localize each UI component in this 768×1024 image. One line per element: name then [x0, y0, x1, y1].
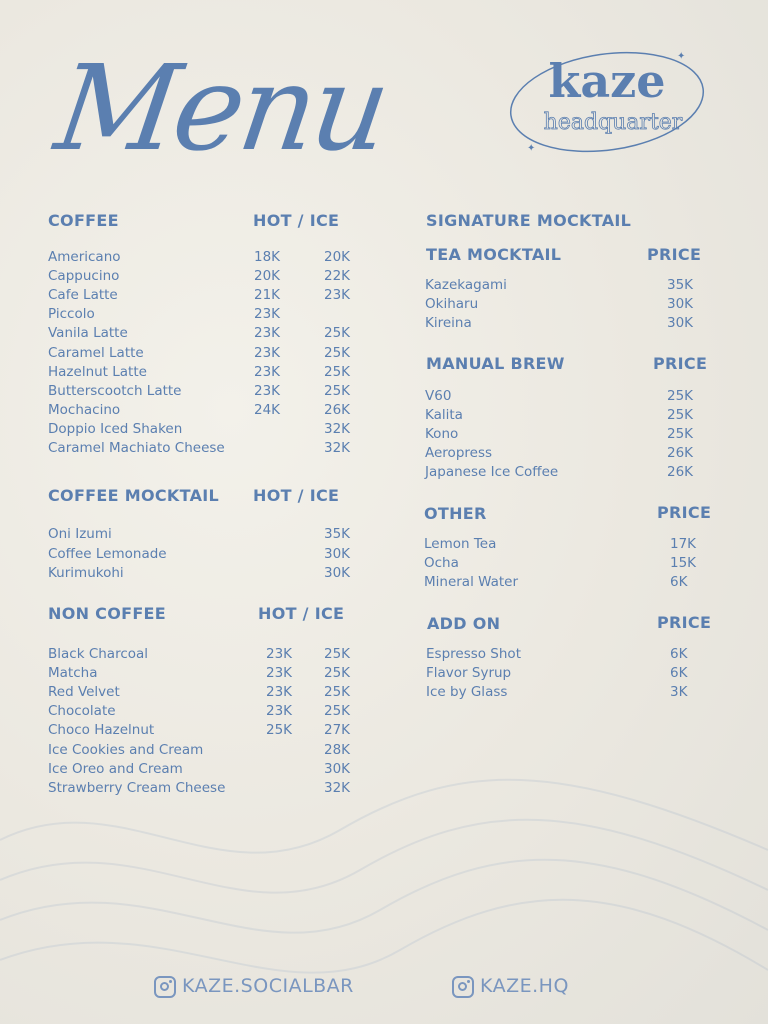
- menu-item-ice-price: 32K: [324, 420, 351, 437]
- menu-item-ice-price: 25K: [324, 344, 351, 361]
- svg-text:✦: ✦: [527, 143, 536, 154]
- menu-item-name: Strawberry Cream Cheese: [48, 779, 226, 796]
- menu-item-price: 3K: [670, 684, 688, 700]
- menu-item-name: Kazekagami: [425, 277, 507, 293]
- logo-brand-text: kaze: [548, 54, 666, 108]
- menu-item-ice-price: 32K: [324, 440, 351, 456]
- coffee-columns-heading: HOT / ICE: [253, 211, 340, 230]
- coffee-mocktail-columns-heading: HOT / ICE: [253, 486, 340, 505]
- menu-item-price: 6K: [670, 574, 688, 590]
- menu-item-name: Japanese Ice Coffee: [425, 464, 559, 481]
- menu-item-name: Caramel Machiato Cheese: [48, 440, 225, 456]
- menu-item-name: Cafe Latte: [48, 287, 118, 304]
- menu-item-name: Caramel Latte: [48, 344, 144, 361]
- menu-item-name: Black Charcoal: [48, 646, 149, 662]
- menu-item-hot-price: 25K: [266, 722, 293, 739]
- menu-item-name: Kono: [425, 426, 459, 443]
- menu-item-price: 30K: [667, 296, 694, 312]
- menu-item-ice-price: 25K: [324, 363, 351, 380]
- coffee-heading: COFFEE: [48, 211, 119, 230]
- menu-item-ice-price: 27K: [324, 722, 351, 739]
- tea-mocktail-price-heading: PRICE: [647, 245, 702, 264]
- menu-item-price: 30K: [667, 315, 694, 331]
- logo-sub-text: headquarter: [543, 110, 683, 135]
- menu-item-ice-price: 22K: [324, 268, 351, 285]
- social-handle-1[interactable]: [154, 975, 354, 998]
- instagram-icon: [452, 976, 474, 998]
- menu-item-price: 25K: [667, 426, 694, 443]
- menu-item-price: 25K: [667, 388, 694, 404]
- menu-item-name: Choco Hazelnut: [48, 722, 155, 739]
- menu-item-ice-price: 32K: [324, 779, 351, 796]
- menu-item-name: Ice by Glass: [426, 684, 508, 700]
- menu-item-ice-price: 25K: [324, 325, 351, 342]
- add-on-heading: ADD ON: [427, 614, 501, 633]
- menu-item-hot-price: 23K: [254, 363, 281, 380]
- menu-item-name: Espresso Shot: [426, 646, 521, 662]
- menu-item-name: Flavor Syrup: [426, 665, 512, 681]
- menu-item-name: V60: [425, 388, 452, 404]
- menu-item-name: Ocha: [424, 555, 459, 571]
- social-handle-1-text: KAZE.SOCIALBAR: [182, 975, 354, 997]
- other-heading: OTHER: [424, 504, 487, 523]
- menu-item-name: Kalita: [425, 407, 463, 424]
- menu-item-name: Aeropress: [425, 445, 493, 462]
- menu-item-name: Ice Cookies and Cream: [48, 741, 204, 758]
- menu-item-name: Chocolate: [48, 703, 116, 720]
- menu-item-price: 17K: [670, 536, 697, 552]
- signature-mocktail-heading: SIGNATURE MOCKTAIL: [426, 211, 632, 230]
- menu-item-name: Piccolo: [48, 306, 95, 323]
- non-coffee-columns-heading: HOT / ICE: [258, 604, 345, 623]
- menu-item-hot-price: 23K: [254, 344, 281, 361]
- menu-item-ice-price: 28K: [324, 741, 351, 758]
- menu-item-hot-price: 20K: [254, 268, 281, 285]
- social-handle-2-text: KAZE.HQ: [480, 975, 569, 997]
- menu-item-name: Butterscootch Latte: [48, 382, 182, 399]
- menu-item-name: Matcha: [48, 665, 98, 682]
- menu-item-name: Kurimukohi: [48, 565, 124, 581]
- menu-item-name: Hazelnut Latte: [48, 363, 147, 380]
- kaze-logo: [505, 45, 710, 160]
- menu-item-name: Mochacino: [48, 401, 121, 418]
- social-handle-2[interactable]: [452, 975, 569, 998]
- menu-item-price: 26K: [667, 445, 694, 462]
- menu-item-name: Lemon Tea: [424, 536, 497, 552]
- menu-item-hot-price: 21K: [254, 287, 281, 304]
- menu-item-price: 26K: [667, 464, 694, 481]
- menu-item-name: Oni Izumi: [48, 526, 112, 542]
- menu-item-hot-price: 23K: [266, 665, 293, 682]
- menu-item-price: 25K: [667, 407, 694, 424]
- menu-item-name: Ice Oreo and Cream: [48, 760, 183, 777]
- menu-item-ice-price: 35K: [324, 526, 351, 542]
- menu-item-price: 15K: [670, 555, 697, 571]
- menu-item-name: Okiharu: [425, 296, 479, 312]
- menu-item-name: Kireina: [425, 315, 472, 331]
- manual-brew-price-heading: PRICE: [653, 354, 708, 373]
- menu-item-hot-price: 23K: [266, 684, 293, 701]
- menu-item-name: Coffee Lemonade: [48, 545, 167, 562]
- tea-mocktail-heading: TEA MOCKTAIL: [426, 245, 562, 264]
- menu-item-name: Doppio Iced Shaken: [48, 420, 183, 437]
- menu-item-price: 6K: [670, 665, 688, 681]
- menu-item-ice-price: 25K: [324, 703, 351, 720]
- menu-item-price: 6K: [670, 646, 688, 662]
- menu-item-price: 35K: [667, 277, 694, 293]
- menu-item-hot-price: 23K: [266, 703, 293, 720]
- menu-item-ice-price: 30K: [324, 565, 351, 581]
- menu-item-ice-price: 25K: [324, 646, 351, 662]
- menu-item-name: Americano: [48, 249, 121, 265]
- manual-brew-heading: MANUAL BREW: [426, 354, 565, 373]
- instagram-icon: [154, 976, 176, 998]
- menu-item-name: Vanila Latte: [48, 325, 128, 342]
- menu-item-ice-price: 25K: [324, 665, 351, 682]
- coffee-mocktail-heading: COFFEE MOCKTAIL: [48, 486, 219, 505]
- menu-item-name: Cappucino: [48, 268, 120, 285]
- menu-item-hot-price: 23K: [254, 325, 281, 342]
- menu-item-hot-price: 18K: [254, 249, 281, 265]
- menu-item-hot-price: 23K: [266, 646, 293, 662]
- svg-text:✦: ✦: [677, 51, 686, 62]
- menu-item-hot-price: 24K: [254, 401, 281, 418]
- menu-item-ice-price: 30K: [324, 545, 351, 562]
- menu-item-name: Mineral Water: [424, 574, 519, 590]
- menu-item-hot-price: 23K: [254, 306, 281, 323]
- menu-item-name: Red Velvet: [48, 684, 120, 701]
- menu-item-hot-price: 23K: [254, 382, 281, 399]
- menu-item-ice-price: 20K: [324, 249, 351, 265]
- menu-item-ice-price: 25K: [324, 684, 351, 701]
- menu-item-ice-price: 30K: [324, 760, 351, 777]
- menu-item-ice-price: 26K: [324, 401, 351, 418]
- add-on-price-heading: PRICE: [657, 613, 712, 632]
- non-coffee-heading: NON COFFEE: [48, 604, 167, 623]
- other-price-heading: PRICE: [657, 503, 712, 522]
- menu-item-ice-price: 23K: [324, 287, 351, 304]
- menu-title: Menu: [48, 39, 395, 177]
- menu-item-ice-price: 25K: [324, 382, 351, 399]
